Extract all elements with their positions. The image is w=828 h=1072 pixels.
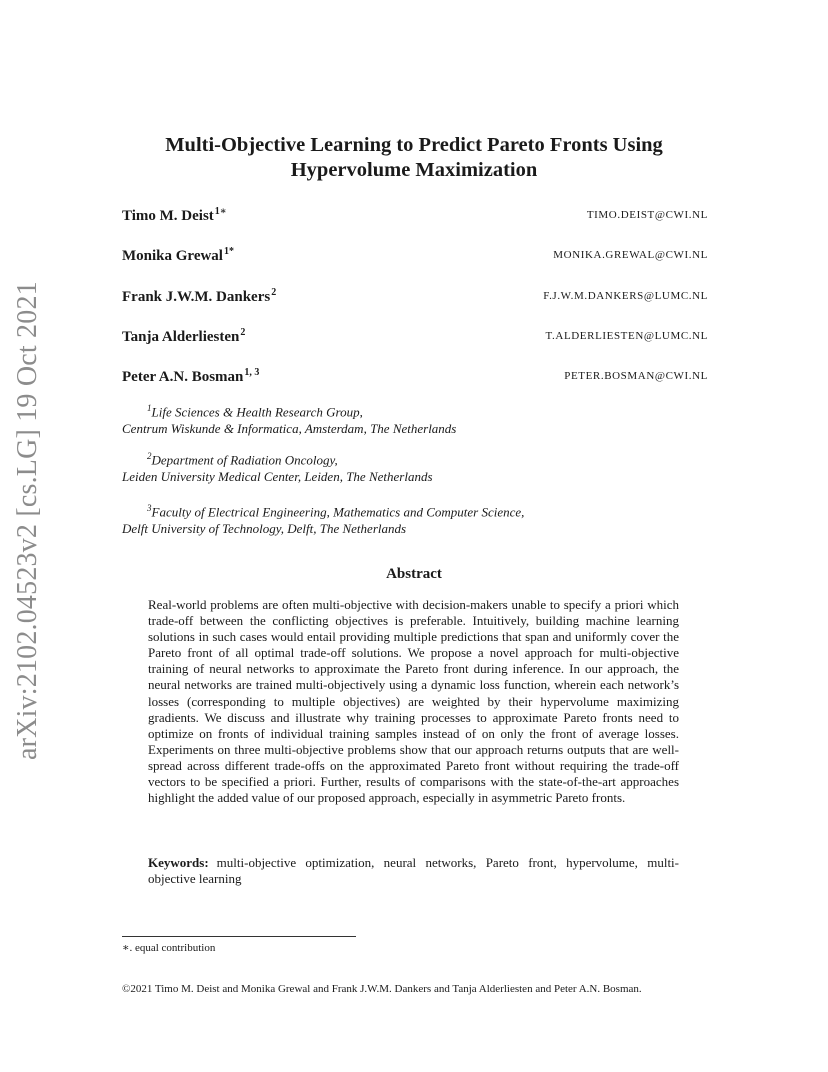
author-row bbox=[122, 246, 708, 268]
author-superscript: 1, 3 bbox=[244, 367, 260, 378]
affiliation-line: Department of Radiation Oncology, bbox=[151, 452, 338, 468]
affiliation-superscript: 3 bbox=[147, 503, 152, 513]
keywords bbox=[148, 855, 679, 887]
paper-title bbox=[120, 133, 708, 183]
author-name: Frank J.W.M. Dankers$^2$ bbox=[122, 287, 277, 305]
author-row bbox=[122, 367, 708, 389]
affiliation bbox=[122, 500, 524, 537]
keywords-label: Keywords: bbox=[148, 855, 209, 870]
affiliation bbox=[122, 448, 433, 485]
author-name: Timo M. Deist$^{1∗}$ bbox=[122, 206, 227, 224]
author-email: T.ALDERLIESTEN@LUMC.NL bbox=[545, 330, 708, 342]
author-row bbox=[122, 206, 708, 228]
arxiv-sidebar-stamp: arXiv:2102.04523v2 [cs.LG] 19 Oct 2021 bbox=[12, 281, 43, 760]
affiliation-line: Faculty of Electrical Engineering, Mathematics and Computer Science, bbox=[151, 504, 525, 520]
author-superscript: 1∗ bbox=[214, 206, 227, 217]
copyright-notice: ©2021 Timo M. Deist and Monika Grewal and Frank J.W.M. Dankers and Tanja Alderliesten and Peter A.N. Bosman. bbox=[122, 983, 642, 995]
author-name: Tanja Alderliesten$^2$ bbox=[122, 327, 246, 345]
affiliation-superscript: 2 bbox=[147, 451, 152, 461]
abstract-heading: Abstract bbox=[386, 566, 442, 582]
affiliation-line: Delft University of Technology, Delft, The Netherlands bbox=[122, 521, 407, 537]
affiliation-line: Centrum Wiskunde & Informatica, Amsterdam, The Netherlands bbox=[122, 421, 457, 437]
author-email: F.J.W.M.DANKERS@LUMC.NL bbox=[543, 290, 708, 302]
keywords-text: multi-objective optimization, neural networks, Pareto front, hypervolume, multi-objective learning bbox=[148, 855, 679, 887]
footnote: ∗. equal contribution bbox=[122, 942, 216, 954]
author-email: PETER.BOSMAN@CWI.NL bbox=[564, 370, 708, 382]
author-name: Peter A.N. Bosman$^{1, 3}$ bbox=[122, 367, 260, 385]
affiliation-line: Life Sciences & Health Research Group, bbox=[151, 404, 363, 420]
affiliation-superscript: 1 bbox=[147, 403, 152, 413]
author-email: MONIKA.GREWAL@CWI.NL bbox=[553, 249, 708, 261]
title-line-2: Hypervolume Maximization bbox=[290, 159, 538, 181]
footnote-divider bbox=[122, 936, 356, 937]
author-superscript: 1* bbox=[223, 246, 234, 257]
affiliation-line: Leiden University Medical Center, Leiden, The Netherlands bbox=[122, 469, 433, 485]
affiliation bbox=[122, 400, 456, 437]
author-row bbox=[122, 327, 708, 349]
title-line-1: Multi-Objective Learning to Predict Pareto Fronts Using bbox=[165, 134, 663, 156]
author-superscript: 2 bbox=[240, 327, 246, 338]
author-superscript: 2 bbox=[271, 287, 277, 298]
author-email: TIMO.DEIST@CWI.NL bbox=[586, 209, 708, 221]
abstract-body: Real-world problems are often multi-objective with decision-makers unable to specify a priori which trade-off between the conflicting objectives is preferable. Intuitively, building machine learning solutions in such cases would entail providing multiple predictions that span and uniformly cover the Pareto front of all optimal trade-off solutions. We propose a novel approach for multi-objective training of neural networks to approximate the Pareto front during inference. In our approach, the neural networks are trained multi-objectively using a dynamic loss function, wherein each network’s losses (corresponding to multiple objectives) are weighted by their hypervolume maximizing gradients. We discuss and illustrate why training processes to approximate Pareto fronts need to optimize on fronts of individual training samples instead of on only the front of average losses. Experiments on three multi-objective problems show that our approach returns outputs that are well-spread across different trade-offs on the approximated Pareto front without requiring the trade-off vectors to be specified a priori. Further, results of comparisons with the state-of-the-art approaches highlight the added value of our proposed approach, especially in asymmetric Pareto fronts. bbox=[148, 597, 679, 806]
author-row bbox=[122, 287, 708, 309]
author-name: Monika Grewal$^{1*}$ bbox=[122, 246, 234, 264]
